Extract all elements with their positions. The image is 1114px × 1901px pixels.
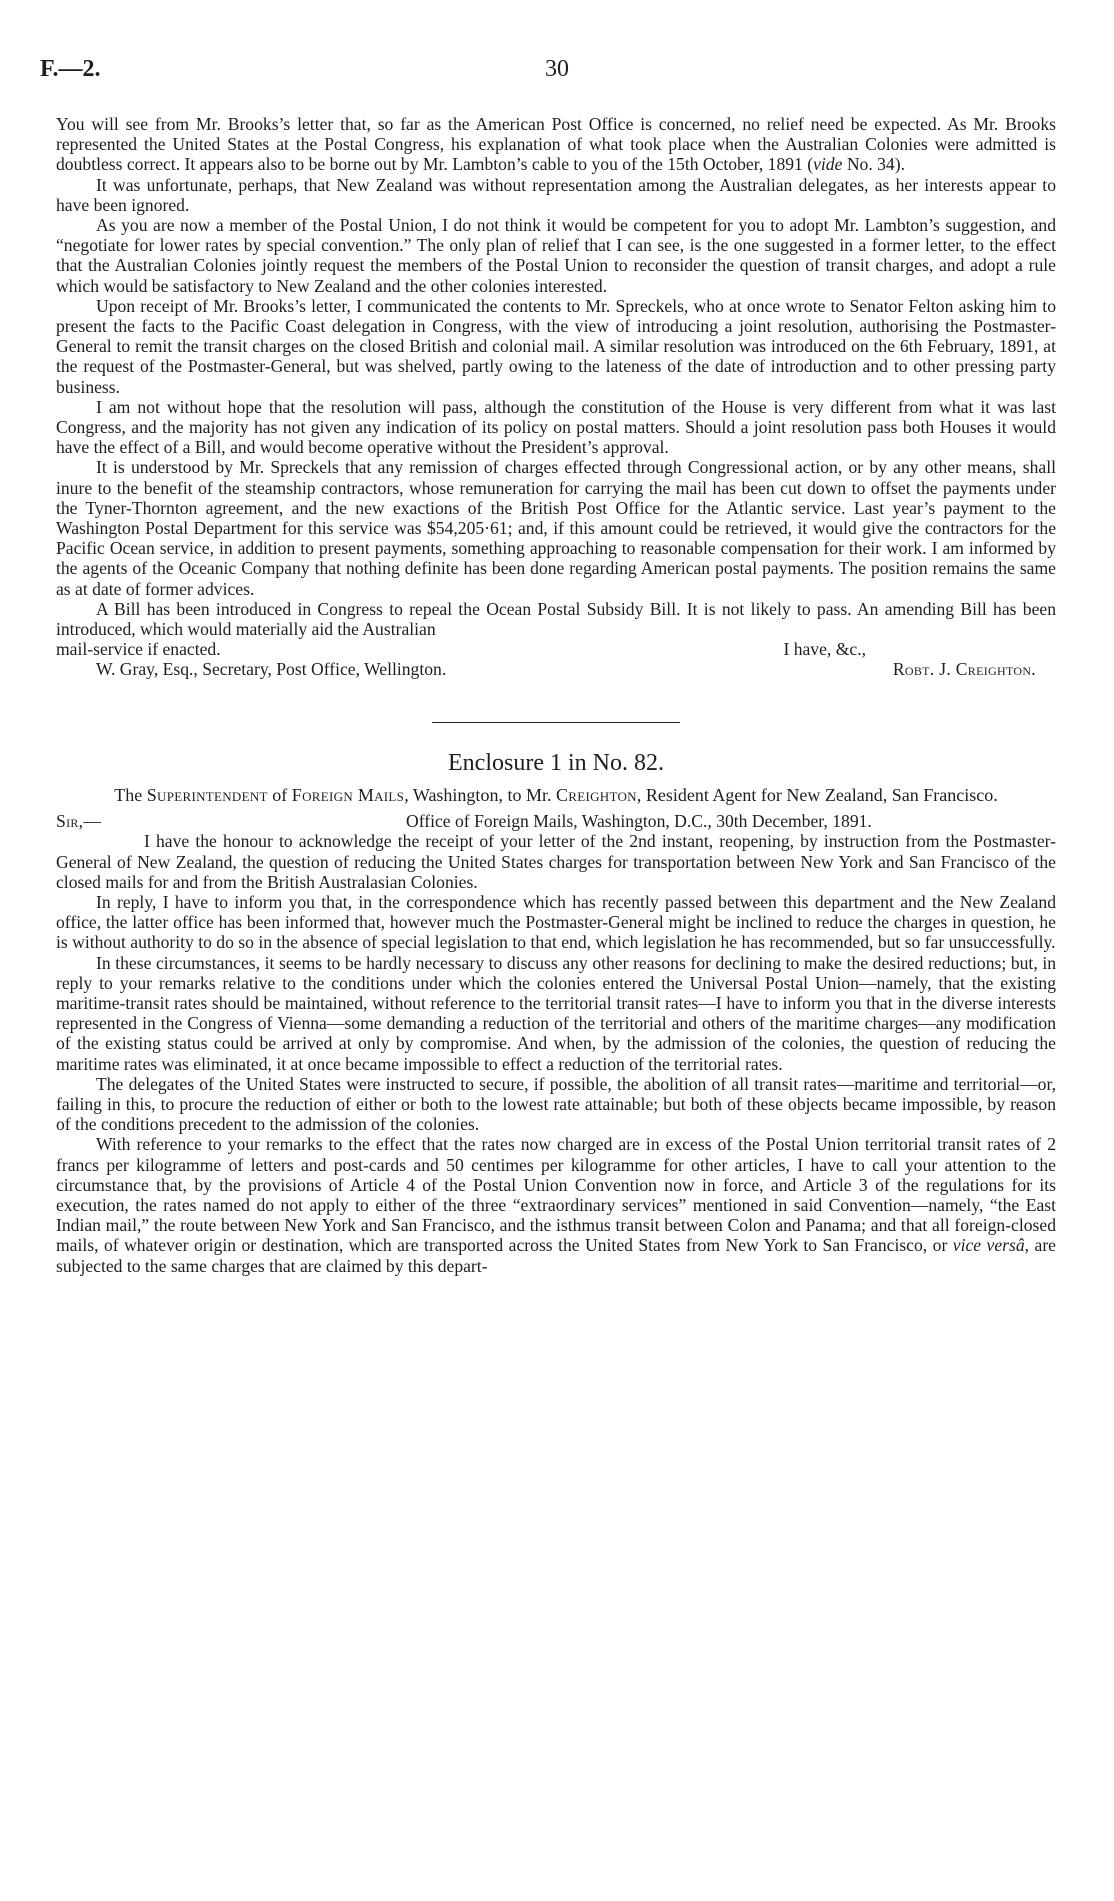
letter-section (56, 114, 1056, 680)
letter-paragraph-6: It is understood by Mr. Spreckels that any remission of charges effected through Congressional action, or by any other means, shall inure to the benefit of the steamship contractors, whose remuneration for carrying the mail has been cut down to offset the payments under the Tyner-Thornton agreement, and the new exactions of the British Post Office for the Atlantic service. Last year’s payment to the Washington Postal Department for this service was $54,205·61; and, if this amount could be retrieved, it would give the contractors for the Pacific Ocean service, in addition to present payments, something approaching to reasonable compensation for their work. I am informed by the agents of the Oceanic Company that nothing definite has been done regarding American postal payments. The position remains the same as at date of former advices. (56, 457, 1056, 599)
letter-paragraph-4: Upon receipt of Mr. Brooks’s letter, I communicated the contents to Mr. Spreckels, who at once wrote to Senator Felton asking him to present the facts to the Pacific Coast delegation in Congress, with the view of introducing a joint resolution, authorising the Postmaster-General to remit the transit charges on the closed British and colonial mail. A similar resolution was introduced on the 6th February, 1891, at the request of the Postmaster-General, but was shelved, partly owing to the lateness of the date of introduction and to other pressing party business. (56, 295, 1056, 397)
subtitle-of: of (272, 784, 288, 805)
letter-paragraph-7: A Bill has been introduced in Congress to repeal the Ocean Postal Subsidy Bill. It is not likely to pass. An amending Bill has been introduced, which would materially aid the Australian (56, 598, 1056, 640)
subtitle-sender: Superintendent (146, 784, 268, 805)
subtitle-the: The (114, 784, 143, 805)
salutation: Sir,— (56, 811, 102, 832)
enclosure-paragraph-4: The delegates of the United States were instructed to secure, if possible, the abolition of all transit rates—maritime and territorial—or, failing in this, to procure the reduction of either or both to the lowest rate attainable; but both of these objects became impossible, by reason of the conditions precedent to the admission of the colonies. (56, 1073, 1056, 1135)
salutation-dateline (56, 811, 1056, 831)
letter-signature-line (56, 659, 1056, 679)
letter-paragraph-1: You will see from Mr. Brooks’s letter that, so far as the American Post Office is concerned, no relief need be expected. As Mr. Brooks represented the United States at the Postal Congress, his explanation of what took place when the Australian Colonies were admitted is doubtless correct. It appears also to be borne out by Mr. Lambton’s cable to you of the 15th October, 1891 (vide No. 34). (56, 114, 1056, 175)
enclosure-paragraph-1: I have the honour to acknowledge the receipt of your letter of the 2nd instant, reopening, by instruction from the Postmaster-General of New Zealand, the question of reducing the United States charges for transportation between New York and San Francisco of the closed mails for and from the British Australasian Colonies. (56, 831, 1056, 892)
enclosure-paragraph-3: In these circumstances, it seems to be hardly necessary to discuss any other reasons for declining to make the desired reductions; but, in reply to your remarks relative to the conditions under which the colonies entered the Universal Postal Union—namely, that the existing maritime-transit rates should be maintained, without reference to the territorial transit rates—I have to inform you that in the diverse interests represented in the Congress of Vienna—some demanding a reduction of the territorial and others of the maritime charges—any modification of the existing status could be arrived at only by compromise. And when, by the admission of the colonies, the question of reducing the maritime rates was eliminated, it at once became impossible to effect a reduction of the territorial rates. (56, 952, 1056, 1074)
letter-closing-line (56, 639, 1056, 659)
letter-paragraph-3: As you are now a member of the Postal Union, I do not think it would be competent for you to adopt Mr. Lambton’s suggestion, and “negotiate for lower rates by special convention.” The only plan of relief that I can see, is the one suggested in a former letter, to the effect that the Australian Colonies jointly request the members of the Postal Union to reconsider the question of transit charges, and adopt a rule which would be satisfactory to New Zealand and the other colonies interested. (56, 215, 1056, 296)
enclosure-subtitle (56, 785, 1056, 806)
subtitle-recipient: Creighton (555, 784, 637, 805)
subtitle-department: Foreign Mails (291, 784, 405, 805)
letter-paragraph-2: It was unfortunate, perhaps, that New Zealand was without representation among the Australian delegates, as her interests appear to have been ignored. (56, 174, 1056, 215)
letter-paragraph-5: I am not without hope that the resolution will pass, although the constitution of the House is very different from what it was last Congress, and the majority has not given any indication of its policy on postal matters. Should a joint resolution pass both Houses it would have the effect of a Bill, and would become operative without the President’s approval. (56, 396, 1056, 458)
enclosure-paragraph-5: With reference to your remarks to the effect that the rates now charged are in excess of the Postal Union territorial transit rates of 2 francs per kilogramme of letters and post-cards and 50 centimes per kilogramme for other articles, I have to call your attention to the circumstance that, by the provisions of Article 4 of the Postal Union Convention now in force, and Article 3 of the regulations for its execution, the rates named do not apply to either of the three “extraordinary services” mentioned in said Convention—namely, “the East Indian mail,” the route between New York and San Francisco, and the isthmus transit between Colon and Panama; and that all foreign-closed mails, of whatever origin or destination, which are transported across the United States from New York to San Francisco, or vice versâ, are subjected to the same charges that are claimed by this depart- (56, 1134, 1056, 1276)
enclosure-section (56, 749, 1056, 1276)
section-divider (432, 722, 680, 723)
letter-addressee: W. Gray, Esq., Secretary, Post Office, Wellington. (96, 659, 447, 680)
letter-signature: Robt. J. Creighton. (892, 659, 1036, 680)
enclosure-title: Enclosure 1 in No. 82. (448, 749, 664, 776)
letter-closing: I have, &c., (783, 639, 866, 660)
page-header (40, 48, 1074, 88)
page-body (56, 114, 1056, 1276)
enclosure-paragraph-2: In reply, I have to inform you that, in the correspondence which has recently passed between this department and the New Zealand office, the latter office has been informed that, however much the Postmaster-General might be inclined to reduce the charges in question, he is without authority to do so in the absence of special legislation to that end, which legislation he has recommended, but so far unsuccessfully. (56, 892, 1056, 953)
subtitle-tail: , Resident Agent for New Zealand, San Francisco. (636, 784, 998, 805)
dateline: Office of Foreign Mails, Washington, D.C., 30th December, 1891. (406, 811, 872, 832)
page-number: 30 (545, 56, 569, 82)
letter-last-line: mail-service if enacted. (56, 639, 221, 660)
subtitle-middle: , Washington, to Mr. (404, 784, 552, 805)
parliamentary-paper-reference: F.—2. (40, 56, 101, 82)
